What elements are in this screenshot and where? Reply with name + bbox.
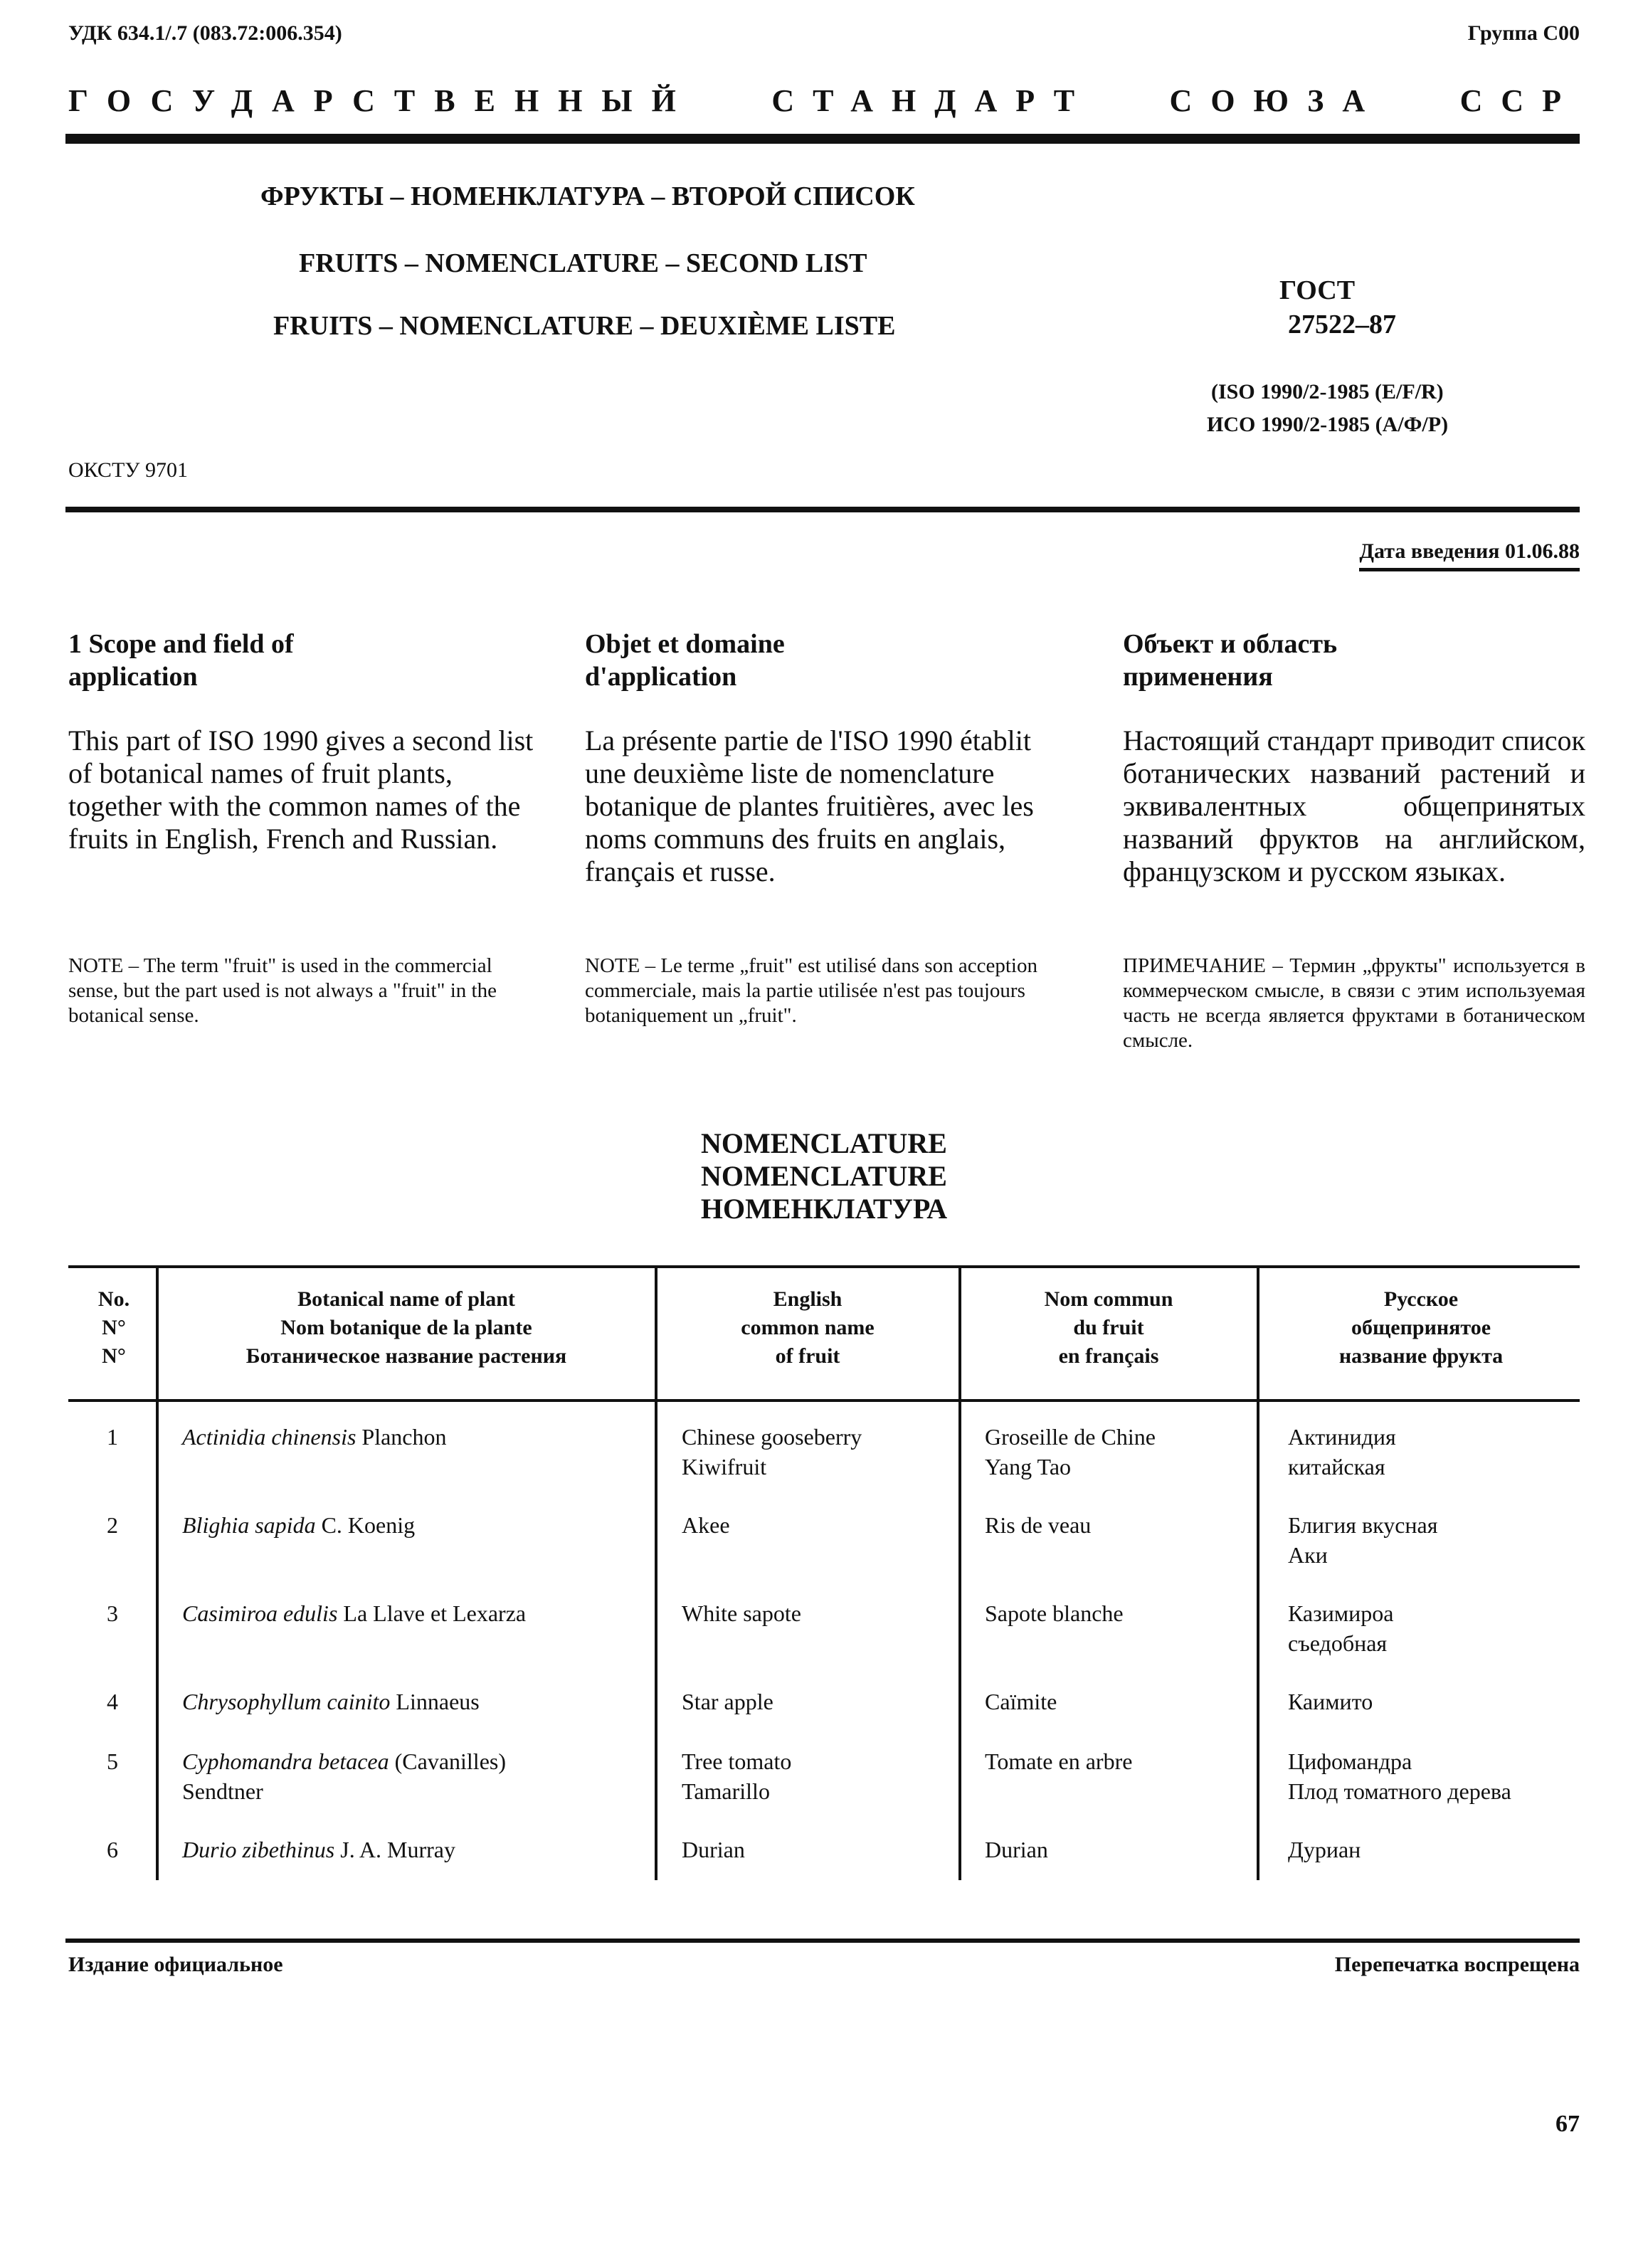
- row-number: 4: [107, 1689, 118, 1714]
- gost-number: 27522–87: [1288, 310, 1396, 339]
- header-russian-name: [1261, 1285, 1581, 1371]
- heading-line: Objet et domaine: [585, 629, 785, 659]
- table-cell-botanical: [182, 1598, 645, 1628]
- scope-text-french: La présente partie de l'ISO 1990 établit une deuxième liste de nomenclature botanique de plantes fruitières, avec les noms communs des fruits en anglais, français et russe.: [585, 724, 1034, 887]
- english-name-alt: Kiwifruit: [682, 1454, 767, 1480]
- header-line: общепринятое: [1351, 1316, 1491, 1339]
- header-line: Русское: [1383, 1287, 1459, 1311]
- french-name-alt: Yang Tao: [985, 1454, 1072, 1480]
- russian-name: Казимироа: [1288, 1600, 1394, 1626]
- table-cell-english: [682, 1422, 952, 1482]
- botanical-species: Blighia sapida: [182, 1512, 316, 1538]
- table-cell-russian: [1288, 1422, 1580, 1482]
- row-number: 6: [107, 1837, 118, 1862]
- reprint-prohibited-note: Перепечатка воспрещена: [1334, 1953, 1580, 1976]
- row-number: 2: [107, 1512, 118, 1538]
- row-number: 3: [107, 1600, 118, 1626]
- english-name: Chinese gooseberry: [682, 1424, 862, 1450]
- table-cell-french: [985, 1746, 1255, 1776]
- header-line: N°: [102, 1316, 126, 1339]
- english-name-alt: Tamarillo: [682, 1778, 770, 1804]
- title-english: FRUITS – NOMENCLATURE – SECOND LIST: [299, 248, 867, 278]
- nomenclature-title: [0, 1127, 1648, 1225]
- russian-name: Каимито: [1288, 1689, 1373, 1714]
- french-name: Sapote blanche: [985, 1600, 1124, 1626]
- scope-heading-russian: [1123, 628, 1592, 693]
- table-cell-russian: [1288, 1835, 1580, 1864]
- table-cell-botanical: [182, 1422, 645, 1452]
- heading-line: application: [68, 662, 198, 692]
- okstu-code: ОКСТУ 9701: [68, 458, 189, 482]
- banner-word-1: ГОСУДАРСТВЕННЫЙ: [68, 83, 695, 118]
- table-cell-english: [682, 1746, 952, 1806]
- scope-heading-french: [585, 628, 1069, 693]
- russian-name-alt: Плод томатного дерева: [1288, 1778, 1511, 1804]
- group-code: Группа С00: [1467, 21, 1580, 45]
- english-name: Tree tomato: [682, 1749, 792, 1774]
- header-line: Nom botanique de la plante: [280, 1316, 532, 1339]
- introduction-date: Дата введения 01.06.88: [1359, 539, 1580, 571]
- table-cell-botanical: [182, 1510, 645, 1540]
- scope-heading-english: [68, 628, 552, 693]
- header-number: [78, 1285, 149, 1371]
- title-russian: ФРУКТЫ – НОМЕНКЛАТУРА – ВТОРОЙ СПИСОК: [260, 181, 915, 211]
- table-column-divider: [1257, 1268, 1259, 1880]
- heading-line: Объект и область: [1123, 629, 1338, 659]
- table-cell-russian: [1288, 1598, 1580, 1658]
- header-line: Ботаническое название растения: [245, 1344, 567, 1368]
- french-name: Durian: [985, 1837, 1048, 1862]
- russian-name: Актинидия: [1288, 1424, 1396, 1450]
- table-column-divider: [156, 1268, 159, 1880]
- header-line: du fruit: [1073, 1316, 1144, 1339]
- banner-word-4: ССР: [1459, 83, 1580, 118]
- note-english: NOTE – The term "fruit" is used in the commercial sense, but the part used is not always a "fruit" in the botanical sense.: [68, 954, 497, 1027]
- scope-text-russian: Настоящий стандарт приводит список ботанических названий растений и эквивалентных общепринятых названий фруктов на английском, французском и русском языках.: [1123, 724, 1585, 887]
- russian-name-alt: Аки: [1288, 1542, 1328, 1568]
- scope-text-english: This part of ISO 1990 gives a second list of botanical names of fruit plants, together with the common names of the fruits in English, French and Russian.: [68, 724, 534, 855]
- table-top-rule: [68, 1265, 1580, 1268]
- botanical-author: Planchon: [356, 1424, 447, 1450]
- russian-name: Цифомандра: [1288, 1749, 1412, 1774]
- header-line: название фрукта: [1338, 1344, 1504, 1368]
- iso-reference-cyrillic: ИСО 1990/2-1985 (А/Ф/Р): [1207, 413, 1449, 436]
- table-column-divider: [655, 1268, 657, 1880]
- french-name: Caïmite: [985, 1689, 1057, 1714]
- standard-banner: [68, 83, 1580, 119]
- note-russian: ПРИМЕЧАНИЕ – Термин „фрукты" используется в коммерческом смысле, в связи с этим используемая часть не всегда является фруктами в ботаническом смысле.: [1123, 954, 1585, 1052]
- table-cell-russian: [1288, 1687, 1580, 1716]
- header-line: English: [773, 1287, 843, 1311]
- heading-line: d'application: [585, 662, 737, 692]
- english-name: Star apple: [682, 1689, 773, 1714]
- header-botanical-name: [161, 1285, 652, 1371]
- botanical-author: (Cavanilles): [389, 1749, 506, 1774]
- russian-name: Блигия вкусная: [1288, 1512, 1438, 1538]
- table-cell-french: [985, 1835, 1255, 1864]
- russian-name: Дуриан: [1288, 1837, 1361, 1862]
- header-french-name: [962, 1285, 1255, 1371]
- table-cell-english: [682, 1598, 952, 1628]
- table-cell-russian: [1288, 1746, 1580, 1806]
- french-name: Groseille de Chine: [985, 1424, 1156, 1450]
- banner-word-2: СТАНДАРТ: [771, 83, 1094, 118]
- note-french: NOTE – Le terme „fruit" est utilisé dans son acception commerciale, mais la partie utilisée n'est pas toujours botaniquement un „fruit".: [585, 954, 1037, 1027]
- botanical-author-cont: Sendtner: [182, 1778, 263, 1804]
- botanical-species: Casimiroa edulis: [182, 1600, 338, 1626]
- header-rule: [65, 134, 1580, 144]
- table-cell-botanical: [182, 1687, 645, 1716]
- table-cell-english: [682, 1510, 952, 1540]
- table-cell-french: [985, 1510, 1255, 1540]
- botanical-species: Cyphomandra betacea: [182, 1749, 389, 1774]
- page-number: 67: [1555, 2111, 1580, 2137]
- header-line: Botanical name of plant: [297, 1287, 515, 1311]
- french-name: Tomate en arbre: [985, 1749, 1133, 1774]
- official-edition-note: Издание официальное: [68, 1953, 283, 1976]
- table-cell-english: [682, 1687, 952, 1716]
- footer-rule: [65, 1939, 1580, 1943]
- header-line: of fruit: [775, 1344, 840, 1368]
- header-english-name: [659, 1285, 956, 1371]
- table-cell-french: [985, 1687, 1255, 1716]
- banner-word-3: СОЮЗА: [1169, 83, 1384, 118]
- table-column-divider: [958, 1268, 961, 1880]
- header-line: common name: [741, 1316, 875, 1339]
- iso-reference-latin: (ISO 1990/2-1985 (E/F/R): [1211, 380, 1444, 404]
- english-name: Akee: [682, 1512, 730, 1538]
- title-french: FRUITS – NOMENCLATURE – DEUXIÈME LISTE: [273, 311, 896, 341]
- botanical-species: Durio zibethinus: [182, 1837, 335, 1862]
- header-line: No.: [97, 1287, 130, 1311]
- gost-label: ГОСТ: [1279, 275, 1356, 305]
- english-name: White sapote: [682, 1600, 801, 1626]
- nomenclature-title-en: NOMENCLATURE: [701, 1127, 947, 1159]
- botanical-author: J. A. Murray: [334, 1837, 455, 1862]
- table-cell-english: [682, 1835, 952, 1864]
- english-name: Durian: [682, 1837, 745, 1862]
- botanical-species: Chrysophyllum cainito: [182, 1689, 391, 1714]
- nomenclature-title-ru: НОМЕНКЛАТУРА: [700, 1193, 948, 1225]
- botanical-author: C. Koenig: [315, 1512, 416, 1538]
- header-line: Nom commun: [1044, 1287, 1173, 1311]
- botanical-species: Actinidia chinensis: [182, 1424, 356, 1450]
- russian-name-alt: съедобная: [1288, 1630, 1388, 1656]
- table-cell-botanical: [182, 1835, 645, 1864]
- row-number: 1: [107, 1424, 118, 1450]
- botanical-author: La Llave et Lexarza: [337, 1600, 527, 1626]
- heading-line: применения: [1123, 662, 1273, 692]
- table-cell-botanical: [182, 1746, 645, 1806]
- french-name: Ris de veau: [985, 1512, 1092, 1538]
- udk-code: УДК 634.1/.7 (083.72:006.354): [68, 21, 342, 45]
- nomenclature-title-fr: NOMENCLATURE: [701, 1160, 947, 1192]
- header-line: N°: [102, 1344, 126, 1368]
- header-line: en français: [1058, 1344, 1159, 1368]
- botanical-author: Linnaeus: [390, 1689, 480, 1714]
- table-header-rule: [68, 1399, 1580, 1402]
- heading-line: 1 Scope and field of: [68, 629, 294, 659]
- table-cell-french: [985, 1598, 1255, 1628]
- russian-name-alt: китайская: [1288, 1454, 1385, 1480]
- title-rule: [65, 507, 1580, 512]
- row-number: 5: [107, 1749, 118, 1774]
- table-cell-russian: [1288, 1510, 1580, 1570]
- table-cell-french: [985, 1422, 1255, 1482]
